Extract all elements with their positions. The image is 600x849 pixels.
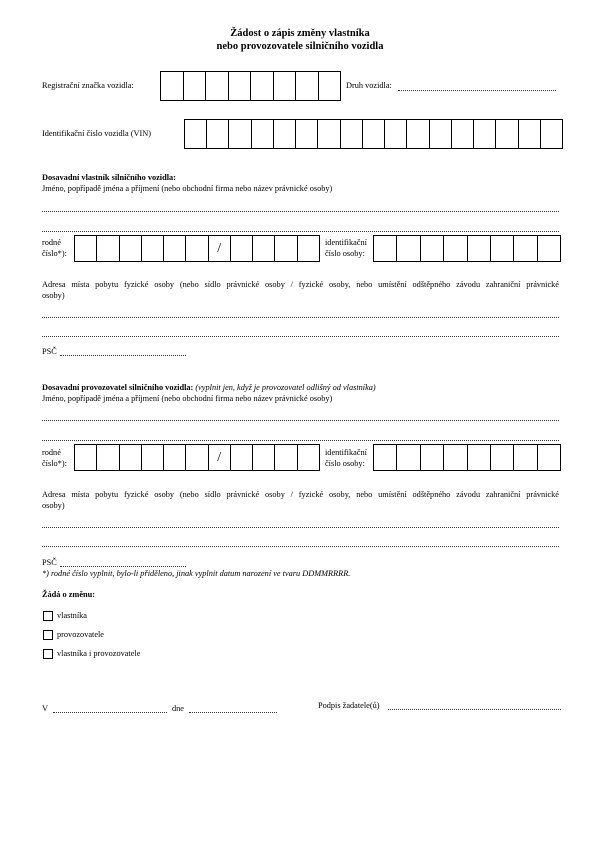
operator-heading-note: (vyplnit jen, když je provozovatel odlišný od vlastníka) xyxy=(195,383,376,392)
birth-box[interactable] xyxy=(231,236,253,261)
operator-address-label-1: Adresa místa pobytu fyzické osoby (nebo sídlo právnické osoby / fyzické osoby, nebo umístění odštěpného závodu zahraniční právnické xyxy=(42,490,559,499)
birth-box[interactable] xyxy=(164,445,186,470)
owner-address-label-2: osoby) xyxy=(42,291,65,300)
operator-name-line[interactable] xyxy=(42,440,559,441)
id-box[interactable] xyxy=(491,445,514,470)
operator-address-line[interactable] xyxy=(42,527,559,528)
operator-id-boxes[interactable] xyxy=(373,444,561,471)
owner-birth-label-1: rodné xyxy=(42,238,61,247)
id-box[interactable] xyxy=(397,236,420,261)
birth-box[interactable] xyxy=(298,236,320,261)
id-box[interactable] xyxy=(374,236,397,261)
birth-box[interactable] xyxy=(186,445,208,470)
id-box[interactable] xyxy=(374,445,397,470)
id-box[interactable] xyxy=(468,445,491,470)
owner-name-line[interactable] xyxy=(42,211,559,212)
vehicle-type-field[interactable] xyxy=(398,90,556,91)
operator-psc-field[interactable] xyxy=(60,566,186,567)
vin-box[interactable] xyxy=(318,120,340,148)
vin-box[interactable] xyxy=(274,120,296,148)
owner-heading: Dosavadní vlastník silničního vozidla: xyxy=(42,173,176,182)
vin-box[interactable] xyxy=(452,120,474,148)
vehicle-type-label: Druh vozidla: xyxy=(346,81,392,90)
vin-box[interactable] xyxy=(252,120,274,148)
vin-box[interactable] xyxy=(385,120,407,148)
registration-box[interactable] xyxy=(161,72,184,100)
operator-change-checkbox[interactable] xyxy=(43,630,53,640)
operator-psc-label: PSČ xyxy=(42,558,57,567)
owner-name-label: Jméno, popřípadě jména a příjmení (nebo obchodní firma nebo název právnické osoby) xyxy=(42,184,333,193)
owner-birth-number-boxes[interactable] xyxy=(74,235,320,262)
registration-box[interactable] xyxy=(319,72,342,100)
owner-change-checkbox[interactable] xyxy=(43,611,53,621)
operator-name-line[interactable] xyxy=(42,420,559,421)
vin-boxes[interactable] xyxy=(184,119,563,149)
id-box[interactable] xyxy=(444,236,467,261)
signature-field[interactable] xyxy=(388,709,561,710)
change-heading: Žádá o změnu: xyxy=(42,590,96,599)
owner-name-line[interactable] xyxy=(42,231,559,232)
owner-id-boxes[interactable] xyxy=(373,235,561,262)
birth-box[interactable] xyxy=(253,236,275,261)
signature-label: Podpis žadatele(ů) xyxy=(318,701,380,710)
operator-id-label-1: identifikační xyxy=(325,448,367,457)
owner-id-label-2: číslo osoby: xyxy=(325,249,365,258)
birth-box[interactable] xyxy=(120,236,142,261)
operator-id-label-2: číslo osoby: xyxy=(325,459,365,468)
birth-box[interactable] xyxy=(186,236,208,261)
birth-box[interactable] xyxy=(75,236,97,261)
vin-box[interactable] xyxy=(541,120,563,148)
id-box[interactable] xyxy=(421,236,444,261)
registration-box[interactable] xyxy=(251,72,274,100)
vin-box[interactable] xyxy=(185,120,207,148)
date-field[interactable] xyxy=(189,712,277,713)
form-title-line-2: nebo provozovatele silničního vozidla xyxy=(216,41,384,52)
vin-box[interactable] xyxy=(207,120,229,148)
operator-address-label-2: osoby) xyxy=(42,501,65,510)
owner-psc-label: PSČ xyxy=(42,347,57,356)
id-box[interactable] xyxy=(514,236,537,261)
operator-heading xyxy=(42,383,376,393)
id-box[interactable] xyxy=(468,236,491,261)
id-box[interactable] xyxy=(538,445,561,470)
id-box[interactable] xyxy=(444,445,467,470)
registration-box[interactable] xyxy=(274,72,297,100)
birth-box[interactable] xyxy=(97,445,119,470)
operator-birth-number-boxes[interactable] xyxy=(74,444,320,471)
owner-address-label-1: Adresa místa pobytu fyzické osoby (nebo sídlo právnické osoby / fyzické osoby, nebo umístění odštěpného závodu zahraniční právnické xyxy=(42,280,559,289)
birth-box[interactable] xyxy=(275,236,297,261)
form-title-line-1: Žádost o zápis změny vlastníka xyxy=(230,28,370,39)
birth-box[interactable] xyxy=(97,236,119,261)
birth-box[interactable] xyxy=(164,236,186,261)
owner-address-line[interactable] xyxy=(42,336,559,337)
owner-address-line[interactable] xyxy=(42,317,559,318)
birth-slash: / xyxy=(217,450,222,465)
vin-box[interactable] xyxy=(430,120,452,148)
both-change-label: vlastníka i provozovatele xyxy=(57,649,141,658)
registration-box[interactable] xyxy=(206,72,229,100)
vin-box[interactable] xyxy=(363,120,385,148)
vin-box[interactable] xyxy=(229,120,251,148)
footnote: *) rodné číslo vyplnit, bylo-li přiděleno, jinak vyplnit datum narození ve tvaru DDMMRRRR. xyxy=(42,569,351,578)
operator-birth-label-1: rodné xyxy=(42,448,61,457)
birth-box[interactable] xyxy=(298,445,320,470)
vin-box[interactable] xyxy=(407,120,429,148)
both-change-checkbox[interactable] xyxy=(43,649,53,659)
id-box[interactable] xyxy=(514,445,537,470)
birth-box[interactable] xyxy=(142,445,164,470)
place-field[interactable] xyxy=(53,712,167,713)
operator-name-label: Jméno, popřípadě jména a příjmení (nebo obchodní firma nebo název právnické osoby) xyxy=(42,394,333,403)
owner-id-label-1: identifikační xyxy=(325,238,367,247)
birth-box[interactable] xyxy=(120,445,142,470)
owner-psc-field[interactable] xyxy=(60,355,186,356)
vin-label: Identifikační číslo vozidla (VIN) xyxy=(42,129,151,138)
birth-box[interactable] xyxy=(75,445,97,470)
birth-slash-cell xyxy=(209,236,231,261)
vin-box[interactable] xyxy=(474,120,496,148)
vin-box[interactable] xyxy=(519,120,541,148)
registration-box[interactable] xyxy=(229,72,252,100)
date-label: dne xyxy=(172,704,184,713)
vin-box[interactable] xyxy=(341,120,363,148)
place-label: V xyxy=(42,704,48,713)
birth-box[interactable] xyxy=(275,445,297,470)
operator-birth-label-2: číslo*): xyxy=(42,459,67,468)
registration-label: Registrační značka vozidla: xyxy=(42,81,134,90)
birth-slash-cell xyxy=(209,445,231,470)
operator-address-line[interactable] xyxy=(42,546,559,547)
owner-change-label: vlastníka xyxy=(57,611,87,620)
registration-box[interactable] xyxy=(296,72,319,100)
birth-box[interactable] xyxy=(231,445,253,470)
birth-slash: / xyxy=(217,241,222,256)
id-box[interactable] xyxy=(491,236,514,261)
id-box[interactable] xyxy=(538,236,561,261)
id-box[interactable] xyxy=(421,445,444,470)
operator-heading-text: Dosavadní provozovatel silničního vozidla: xyxy=(42,383,194,392)
vin-box[interactable] xyxy=(296,120,318,148)
operator-change-label: provozovatele xyxy=(57,630,104,639)
owner-birth-label-2: číslo*): xyxy=(42,249,67,258)
vin-box[interactable] xyxy=(496,120,518,148)
registration-boxes[interactable] xyxy=(160,71,341,101)
id-box[interactable] xyxy=(397,445,420,470)
birth-box[interactable] xyxy=(253,445,275,470)
birth-box[interactable] xyxy=(142,236,164,261)
registration-box[interactable] xyxy=(184,72,207,100)
